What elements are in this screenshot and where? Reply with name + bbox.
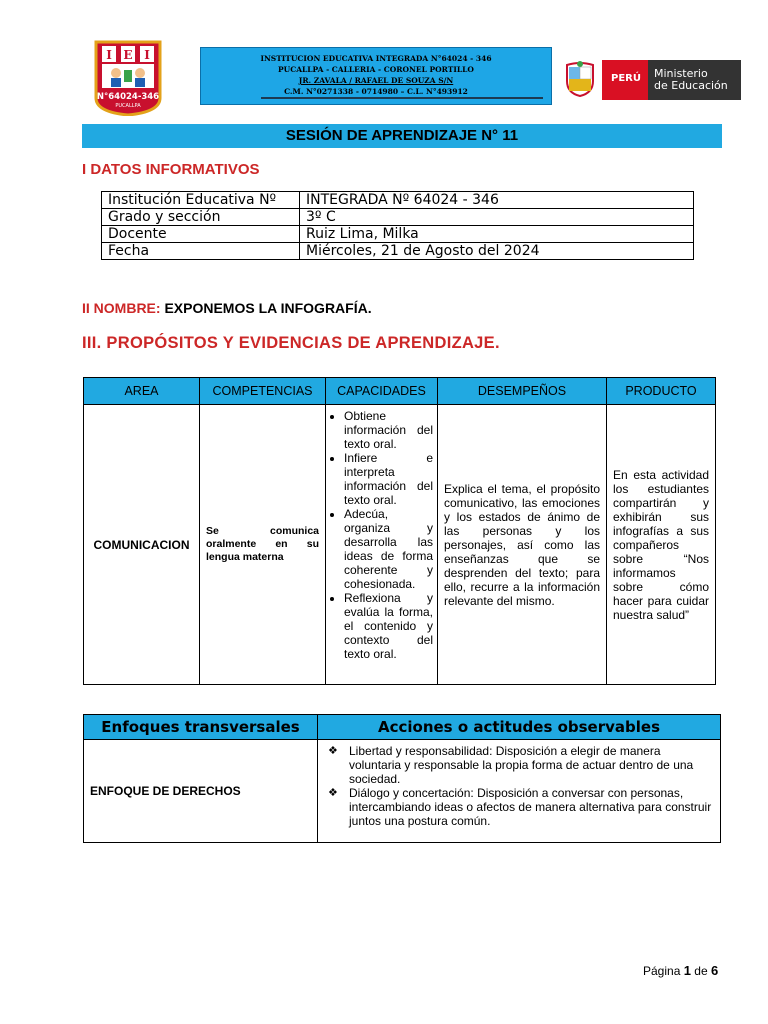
table-row bbox=[84, 405, 716, 685]
ministry-line-1: Ministerio bbox=[654, 67, 708, 80]
datos-label: Grado y sección bbox=[102, 209, 300, 226]
crest-place: PUCALLPA bbox=[115, 103, 141, 109]
crest-number: N°64024-346 bbox=[96, 92, 160, 102]
datos-label: Docente bbox=[102, 226, 300, 243]
list-item: • Infiere e interpreta información del texto oral. bbox=[344, 451, 433, 507]
institution-box-rule bbox=[261, 97, 543, 99]
institution-line-2: PUCALLPA - CALLERIA - CORONEL PORTILLO bbox=[278, 65, 474, 74]
datos-label: Institución Educativa Nº bbox=[102, 192, 300, 209]
header-enfoques: Enfoques transversales bbox=[84, 715, 318, 740]
list-item: • Obtiene información del texto oral. bbox=[344, 409, 433, 451]
school-crest-logo bbox=[94, 40, 162, 116]
ministry-label bbox=[648, 60, 741, 100]
area-value: COMUNICACION bbox=[93, 537, 190, 552]
list-item: • Reflexiona y evalúa la forma, el contenido y contexto del texto oral. bbox=[344, 591, 433, 661]
datos-label: Fecha bbox=[102, 243, 300, 260]
session-title: SESIÓN DE APRENDIZAJE N° 11 bbox=[82, 124, 722, 148]
section-propositos-heading: III. PROPÓSITOS Y EVIDENCIAS DE APRENDIZAJE. bbox=[82, 334, 500, 352]
producto-cell: En esta actividad los estudiantes compartirán y exhibirán sus infografías a sus compañeros sobre “Nos informamos sobre cómo hacer para cuidar nuestra salud” bbox=[607, 405, 716, 685]
table-row bbox=[84, 740, 721, 843]
enfoque-name: ENFOQUE DE DERECHOS bbox=[84, 740, 318, 843]
datos-informativos-table bbox=[101, 191, 694, 260]
propositos-table bbox=[83, 377, 716, 685]
accion-text: Diálogo y concertación: Disposición a conversar con personas, intercambiando ideas o afectos de manera alternativa para construir juntos una postura común. bbox=[349, 786, 712, 828]
area-cell bbox=[84, 405, 200, 685]
capacidades-cell bbox=[326, 405, 438, 685]
section-nombre bbox=[82, 300, 372, 316]
footer-total: 6 bbox=[711, 963, 719, 978]
page-footer bbox=[643, 963, 718, 978]
datos-value: 3º C bbox=[300, 209, 694, 226]
list-item bbox=[328, 744, 714, 786]
header-desempenos: DESEMPEÑOS bbox=[438, 378, 607, 405]
list-item bbox=[328, 786, 714, 828]
datos-value: Miércoles, 21 de Agosto del 2024 bbox=[300, 243, 694, 260]
table-row bbox=[102, 209, 694, 226]
table-row bbox=[102, 243, 694, 260]
competencia-cell: Se comunica oralmente en su lengua materna bbox=[200, 405, 326, 685]
datos-value: Ruiz Lima, Milka bbox=[300, 226, 694, 243]
section-nombre-label: II NOMBRE: bbox=[82, 300, 161, 316]
diamond-bullet-icon: ❖ bbox=[328, 787, 338, 799]
acciones-cell bbox=[318, 740, 721, 843]
footer-page: 1 bbox=[683, 963, 691, 978]
peru-label: PERÚ bbox=[602, 60, 648, 100]
footer-sep: de bbox=[694, 964, 708, 978]
header-competencias: COMPETENCIAS bbox=[200, 378, 326, 405]
crest-letter-2: E bbox=[123, 48, 133, 62]
institution-line-3: JR. ZAVALA / RAFAEL DE SOUZA S/N bbox=[298, 76, 454, 85]
section-datos-heading: I DATOS INFORMATIVOS bbox=[82, 161, 260, 178]
table-header-row bbox=[84, 378, 716, 405]
table-header-row bbox=[84, 715, 721, 740]
crest-letter-1: I bbox=[106, 48, 112, 62]
acciones-list bbox=[324, 744, 714, 828]
accion-text: Libertad y responsabilidad: Disposición a elegir de manera voluntaria y responsable la propia forma de actuar dentro de una sociedad. bbox=[349, 744, 694, 786]
crest-letter-3: I bbox=[144, 48, 150, 62]
institution-info-box bbox=[200, 47, 552, 105]
list-item: • Adecúa, organiza y desarrolla las ideas de forma coherente y cohesionada. bbox=[344, 507, 433, 591]
diamond-bullet-icon: ❖ bbox=[328, 745, 338, 757]
enfoques-table bbox=[83, 714, 721, 843]
ministry-line-2: de Educación bbox=[654, 79, 728, 92]
peru-coat-of-arms-icon bbox=[563, 61, 597, 97]
table-row bbox=[102, 226, 694, 243]
datos-value: INTEGRADA Nº 64024 - 346 bbox=[300, 192, 694, 209]
header-capacidades: CAPACIDADES bbox=[326, 378, 438, 405]
header-acciones: Acciones o actitudes observables bbox=[318, 715, 721, 740]
capacidades-list bbox=[326, 409, 433, 661]
footer-prefix: Página bbox=[643, 964, 681, 978]
section-nombre-value: EXPONEMOS LA INFOGRAFÍA. bbox=[164, 300, 372, 316]
desempeno-cell: Explica el tema, el propósito comunicativo, las emociones y los estados de ánimo de las personas y los personajes, así como las enseñanzas que se desprenden del texto; para ello, recurre a la información relevante del mismo. bbox=[438, 405, 607, 685]
table-row bbox=[102, 192, 694, 209]
header-area: AREA bbox=[84, 378, 200, 405]
institution-line-1: INSTITUCION EDUCATIVA INTEGRADA N°64024 - 346 bbox=[260, 54, 492, 63]
header-producto: PRODUCTO bbox=[607, 378, 716, 405]
institution-line-4: C.M. N°0271338 - 0714980 – C.L. N°493912 bbox=[284, 87, 468, 96]
